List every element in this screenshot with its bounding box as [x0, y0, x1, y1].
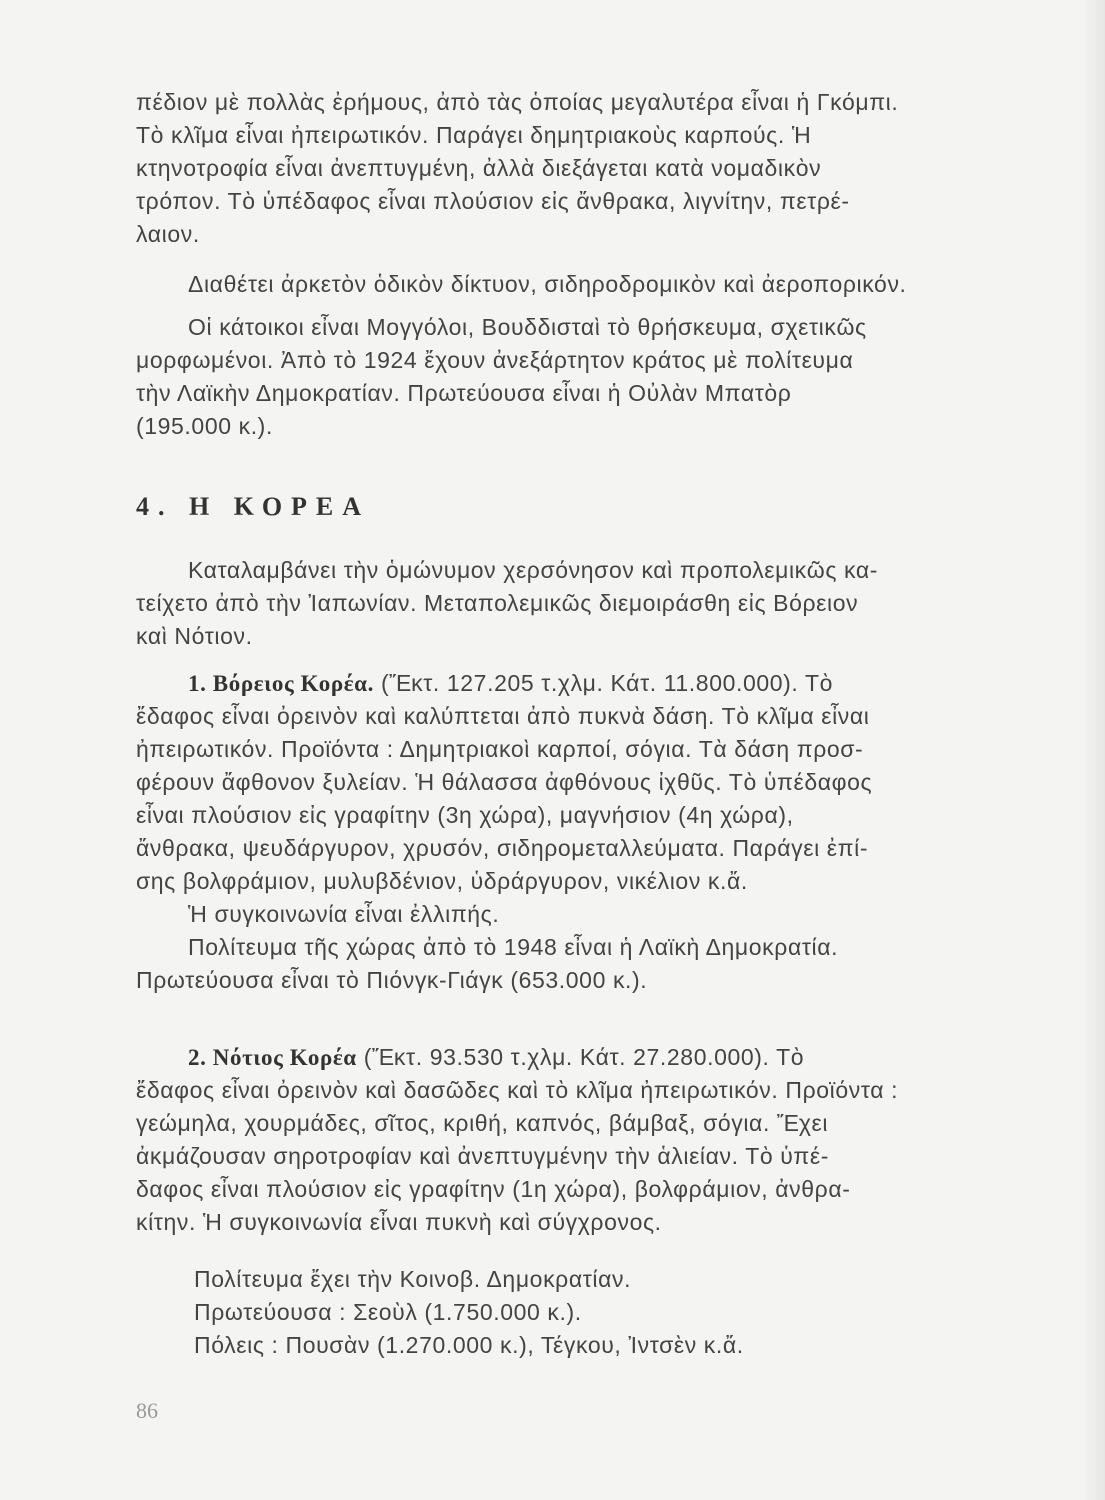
- mongolia-transport-paragraph: [136, 268, 988, 301]
- text-line: Οἱ κάτοικοι εἶναι Μογγόλοι, Βουδδισταὶ τὸ θρήσκευμα, σχετικῶς: [188, 314, 867, 340]
- text-line: φέρουν ἄφθονον ξυλείαν. Ἡ θάλασσα ἀφθόνους ἰχθῦς. Τὸ ὑπέδαφος: [136, 769, 873, 795]
- text-line: πέδιον μὲ πολλὰς ἐρήμους, ἀπὸ τὰς ὁποίας μεγαλυτέρα εἶναι ἡ Γκόμπι.: [136, 89, 899, 115]
- text-line: κίτην. Ἡ συγκοινωνία εἶναι πυκνὴ καὶ σύγχρονος.: [136, 1209, 662, 1235]
- text-line: μορφωμένοι. Ἀπὸ τὸ 1924 ἔχουν ἀνεξάρτητον κράτος μὲ πολίτευμα: [136, 347, 854, 373]
- text-line: Πολίτευμα ἔχει τὴν Κοινοβ. Δημοκρατίαν.: [194, 1266, 632, 1292]
- text-line: ἔδαφος εἶναι ὀρεινὸν καὶ δασῶδες καὶ τὸ κλῖμα ἠπειρωτικόν. Προϊόντα :: [136, 1077, 899, 1103]
- north-korea-communication: Ἡ συγκοινωνία εἶναι ἐλλιπής.: [188, 901, 500, 927]
- text-line: (195.000 κ.).: [136, 413, 273, 439]
- section-heading-korea: 4. Η ΚΟΡΕΑ: [136, 492, 371, 521]
- text-line: ἀκμάζουσαν σηροτροφίαν καὶ ἀνεπτυγμένην τὴν ἁλιείαν. Τὸ ὑπέ-: [136, 1143, 829, 1169]
- text-line: τὴν Λαϊκὴν Δημοκρατίαν. Πρωτεύουσα εἶναι ἡ Οὐλὰν Μπατὸρ: [136, 380, 792, 406]
- text-line: ἠπειρωτικόν. Προϊόντα : Δημητριακοὶ καρποί, σόγια. Τὰ δάση προσ-: [136, 736, 864, 762]
- text-line: γεώμηλα, χουρμάδες, σῖτος, κριθή, καπνός, βάμβαξ, σόγια. Ἔχει: [136, 1110, 829, 1136]
- text-line: κτηνοτροφία εἶναι ἀνεπτυγμένη, ἀλλὰ διεξάγεται κατὰ νομαδικὸν: [136, 155, 822, 181]
- south-korea-facts: [136, 1263, 988, 1362]
- text-line: ἔδαφος εἶναι ὀρεινὸν καὶ καλύπτεται ἀπὸ πυκνὰ δάση. Τὸ κλῖμα εἶναι: [136, 703, 870, 729]
- text-line: δαφος εἶναι πλούσιον εἰς γραφίτην (1η χώρα), βολφράμιον, ἀνθρα-: [136, 1176, 851, 1202]
- text-line: σης βολφράμιον, μυλυβδένιον, ὑδράργυρον, νικέλιον κ.ἄ.: [136, 868, 748, 894]
- text-line: εἶναι πλούσιον εἰς γραφίτην (3η χώρα), μαγνήσιον (4η χώρα),: [136, 802, 794, 828]
- north-korea-title: 1. Βόρειος Κορέα.: [188, 671, 374, 696]
- south-korea-first-line: [136, 1041, 988, 1074]
- south-korea-stats: (Ἔκτ. 93.530 τ.χλμ. Κάτ. 27.280.000). Τὸ: [363, 1044, 805, 1070]
- text-line: Πόλεις : Πουσὰν (1.270.000 κ.), Τέγκου, Ἰντσὲν κ.ἄ.: [194, 1332, 744, 1358]
- text-line: Πρωτεύουσα : Σεοὺλ (1.750.000 κ.).: [194, 1299, 582, 1325]
- south-korea-title: 2. Νότιος Κορέα: [188, 1045, 357, 1070]
- text-line: Πρωτεύουσα εἶναι τὸ Πιόνγκ-Γιάγκ (653.000 κ.).: [136, 967, 648, 993]
- page-number: 86: [136, 1398, 158, 1423]
- text-line: ἄνθρακα, ψευδάργυρον, χρυσόν, σιδηρομεταλλεύματα. Παράγει ἐπί-: [136, 835, 869, 861]
- text-line: Τὸ κλῖμα εἶναι ἠπειρωτικόν. Παράγει δημητριακοὺς καρπούς. Ἡ: [136, 122, 812, 148]
- korea-intro-paragraph: [136, 554, 988, 653]
- north-korea-stats: (Ἔκτ. 127.205 τ.χλμ. Κάτ. 11.800.000). Τὸ: [380, 670, 834, 696]
- text-line: Καταλαμβάνει τὴν ὁμώνυμον χερσόνησον καὶ προπολεμικῶς κα-: [188, 557, 878, 583]
- text-line: Διαθέτει ἀρκετὸν ὁδικὸν δίκτυον, σιδηροδρομικὸν καὶ ἀεροπορικόν.: [188, 271, 907, 297]
- page-edge-shadow: [1083, 0, 1105, 1500]
- north-korea-first-line: [136, 667, 988, 700]
- south-korea-section: [136, 1041, 988, 1239]
- text-line: τείχετο ἀπὸ τὴν Ἰαπωνίαν. Μεταπολεμικῶς διεμοιράσθη εἰς Βόρειον: [136, 590, 859, 616]
- north-korea-section: [136, 667, 988, 997]
- text-line: καὶ Νότιον.: [136, 623, 253, 649]
- mongolia-population-paragraph: [136, 311, 988, 443]
- mongolia-geography-paragraph: [136, 86, 988, 251]
- text-line: Πολίτευμα τῆς χώρας ἀπὸ τὸ 1948 εἶναι ἡ Λαϊκὴ Δημοκρατία.: [188, 934, 839, 960]
- text-line: τρόπον. Τὸ ὑπέδαφος εἶναι πλούσιον εἰς ἄνθρακα, λιγνίτην, πετρέ-: [136, 188, 850, 214]
- text-line: λαιον.: [136, 221, 200, 247]
